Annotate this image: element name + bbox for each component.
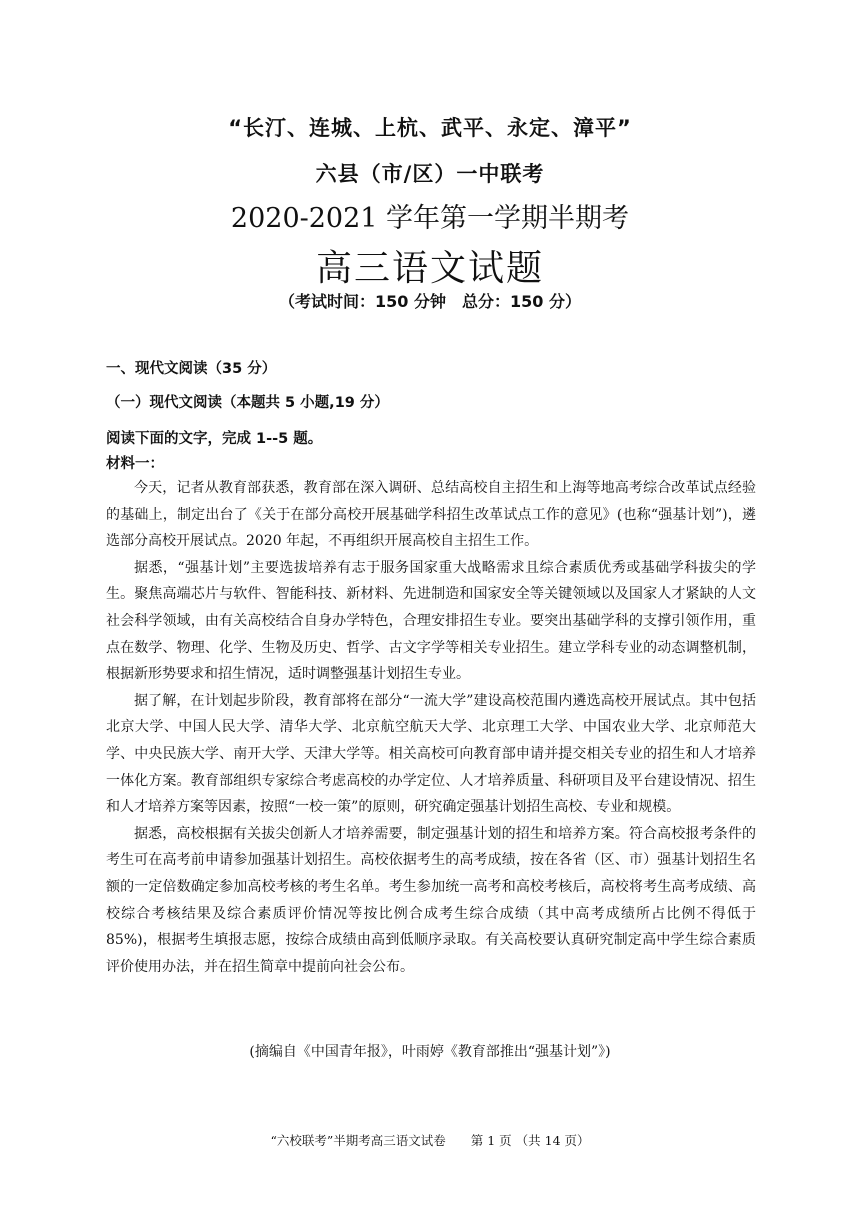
exam-time-score: （考试时间：150 分钟 总分：150 分） <box>279 292 581 311</box>
article-paragraph-4: 据悉，高校根据有关拔尖创新人才培养需要，制定强基计划的招生和培养方案。符合高校报考条件的考生可在高考前申请参加强基计划招生。高校依据考生的高考成绩，按在各省（区、市）强基计划招生名额的一定倍数确定参加高校考核的考生名单。考生参加统一高考和高校考核后，高校将考生高考成绩、高校综合考核结果及综合素质评价情况等按比例合成考生综合成绩（其中高考成绩所占比例不得低于 85%)，根据考生填报志愿，按综合成绩由高到低顺序录取。有关高校要认真研究制定高中学生综合素质评价使用办法，并在招生简章中提前向社会公布。 <box>106 825 756 975</box>
exam-title-subject: 高三语文试题 <box>315 248 544 289</box>
page-footer: “六校联考”半期考高三语文试卷 第 1 页 （共 14 页） <box>270 1133 590 1148</box>
exam-title-term: 2020-2021 学年第一学期半期考 <box>230 203 630 234</box>
exam-title-schools: 六县（市/区）一中联考 <box>315 162 545 186</box>
section-heading: 一、现代文阅读（35 分） <box>106 361 277 377</box>
exam-title-counties: “长汀、连城、上杭、武平、永定、漳平” <box>228 116 632 140</box>
section-subheading: （一）现代文阅读（本题共 5 小题,19 分） <box>106 395 389 411</box>
article-paragraph-3: 据了解，在计划起步阶段，教育部将在部分“一流大学”建设高校范围内遴选高校开展试点。其中包括北京大学、中国人民大学、清华大学、北京航空航天大学、北京理工大学、中国农业大学、北京师范大学、中央民族大学、南开大学、天津大学等。相关高校可向教育部申请并提交相关专业的招生和人才培养一体化方案。教育部组织专家综合考虑高校的办学定位、人才培养质量、科研项目及平台建设情况、招生和人才培养方案等因素，按照“一校一策”的原则，研究确定强基计划招生高校、专业和规模。 <box>106 692 756 816</box>
article-paragraph-2: 据悉，“强基计划”主要选拔培养有志于服务国家重大战略需求且综合素质优秀或基础学科拔尖的学生。聚焦高端芯片与软件、智能科技、新材料、先进制造和国家安全等关键领域以及国家人才紧缺的人文社会科学领域，由有关高校结合自身办学特色，合理安排招生专业。要突出基础学科的支撑引领作用，重点在数学、物理、化学、生物及历史、哲学、古文字学等相关专业招生。建立学科专业的动态调整机制，根据新形势要求和招生情况，适时调整强基计划招生专业。 <box>106 559 756 683</box>
article-source: (摘编自《中国青年报》，叶雨婷《教育部推出“强基计划”》) <box>249 1044 611 1060</box>
article-paragraph-1: 今天，记者从教育部获悉，教育部在深入调研、总结高校自主招生和上海等地高考综合改革试点经验的基础上，制定出台了《关于在部分高校开展基础学科招生改革试点工作的意见》(也称“强基计划”)，遴选部分高校开展试点。2020 年起，不再组织开展高校自主招生工作。 <box>106 480 756 550</box>
material-label: 材料一： <box>106 456 164 472</box>
reading-instruction: 阅读下面的文字，完成 1--5 题。 <box>106 431 323 447</box>
article-body <box>106 475 756 980</box>
